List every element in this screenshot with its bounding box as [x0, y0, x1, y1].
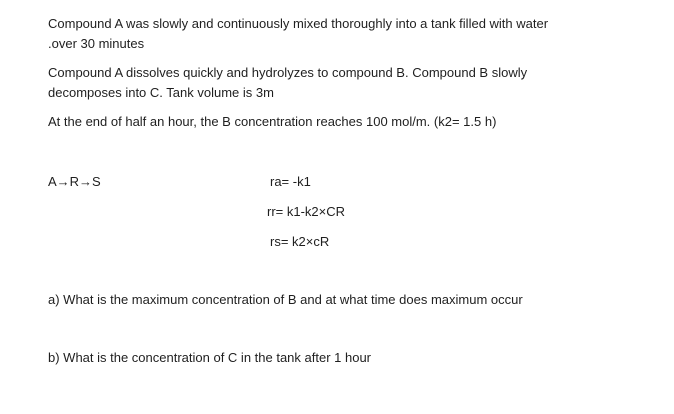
- description-line-2: decomposes into C. Tank volume is 3m: [48, 85, 274, 100]
- rate-equation-s: rs= k2×cR: [270, 234, 330, 249]
- question-a: a) What is the maximum concentration of B and at what time does maximum occur: [48, 292, 523, 307]
- rate-equation-r: rr= k1-k2×CR: [267, 204, 346, 219]
- intro-line-2: .over 30 minutes: [48, 36, 145, 51]
- intro-line-1: Compound A was slowly and continuously mixed thoroughly into a tank filled with water: [48, 16, 549, 31]
- rate-equation-a: ra= -k1: [270, 174, 311, 189]
- question-b: b) What is the concentration of C in the tank after 1 hour: [48, 350, 372, 365]
- description-line-1: Compound A dissolves quickly and hydrolyzes to compound B. Compound B slowly: [48, 65, 528, 80]
- reaction-scheme: A→R→S: [48, 174, 101, 189]
- condition-line: At the end of half an hour, the B concentration reaches 100 mol/m. (k2= 1.5 h): [48, 114, 497, 129]
